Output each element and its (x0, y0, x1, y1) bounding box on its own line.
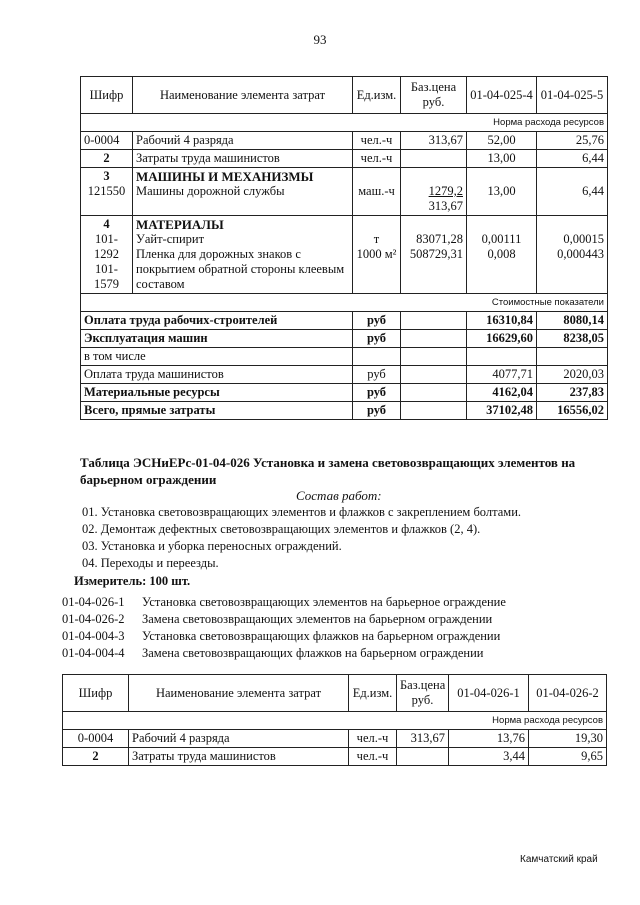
cell-price (401, 216, 467, 294)
cell-name (133, 168, 353, 216)
col-header-price: Баз.цена руб. (397, 675, 449, 712)
cost-name: Оплата труда рабочих-строителей (81, 312, 353, 330)
cell-price (401, 168, 467, 216)
cost-name: Всего, прямые затраты (81, 402, 353, 420)
material-price-1: 83071,28 (416, 232, 463, 246)
col-header-name: Наименование элемента затрат (129, 675, 349, 712)
cell-v2: 6,44 (537, 150, 608, 168)
cell-code (81, 216, 133, 294)
cost-label: Стоимостные показатели (81, 294, 608, 312)
work-item: 04. Переходы и переезды. (82, 556, 219, 570)
cost-v2: 8238,05 (537, 330, 608, 348)
section-machines-row (81, 168, 608, 216)
cost-v1: 16310,84 (467, 312, 537, 330)
cell-v2: 25,76 (537, 132, 608, 150)
item-text: Установка световозвращающих элементов на барьерное ограждение (142, 595, 506, 609)
cost-row (81, 330, 608, 348)
norm-label: Норма расхода ресурсов (81, 114, 608, 132)
resource-table-1 (80, 76, 608, 420)
material-v1-1: 0,00111 (481, 232, 522, 246)
section-title-line-2: барьерном ограждении (80, 472, 217, 487)
section-number: 3 (103, 169, 110, 183)
cell-price: 313,67 (397, 730, 449, 748)
cost-price (401, 402, 467, 420)
item-text: Установка световозвращающих флажков на барьерном ограждении (142, 629, 501, 643)
col-header-unit: Ед.изм. (353, 77, 401, 114)
col-header-v1: 01-04-026-1 (449, 675, 529, 712)
cost-unit (353, 348, 401, 366)
cell-name: Затраты труда машинистов (133, 150, 353, 168)
cell-name: Рабочий 4 разряда (129, 730, 349, 748)
cell-code: 0-0004 (81, 132, 133, 150)
cost-v1: 4077,71 (467, 366, 537, 384)
cost-v1: 4162,04 (467, 384, 537, 402)
cell-name (133, 216, 353, 294)
cost-price (401, 312, 467, 330)
cost-v1: 37102,48 (467, 402, 537, 420)
cost-v1 (467, 348, 537, 366)
machine-v2: 6,44 (582, 184, 604, 198)
cell-price: 313,67 (401, 132, 467, 150)
cell-unit (353, 216, 401, 294)
cost-v2: 16556,02 (537, 402, 608, 420)
cell-v2 (537, 168, 608, 216)
col-header-v1: 01-04-025-4 (467, 77, 537, 114)
col-header-v2: 01-04-025-5 (537, 77, 608, 114)
cost-unit: руб (353, 384, 401, 402)
material-v2-2: 0,000443 (557, 247, 604, 261)
work-item: 01. Установка световозвращающих элементов и флажков с закреплением болтами. (82, 505, 522, 519)
cost-unit: руб (353, 330, 401, 348)
cost-unit: руб (353, 402, 401, 420)
item-code: 01-04-004-4 (62, 646, 125, 660)
section-number: 4 (103, 217, 110, 231)
cost-row (81, 384, 608, 402)
cell-v1: 13,00 (467, 150, 537, 168)
cell-price (401, 150, 467, 168)
table-row (63, 748, 607, 766)
cost-label-row (81, 294, 608, 312)
table-header-row (81, 77, 608, 114)
machine-v1: 13,00 (487, 184, 516, 198)
col-header-unit: Ед.изм. (349, 675, 397, 712)
material-name-2: Пленка для дорожных знаков с покрытием обратной стороны клеевым составом (136, 247, 345, 291)
cost-name: в том числе (81, 348, 353, 366)
table-row (63, 730, 607, 748)
cell-name: Рабочий 4 разряда (133, 132, 353, 150)
cell-v2: 9,65 (529, 748, 607, 766)
cost-row (81, 312, 608, 330)
cost-name: Материальные ресурсы (81, 384, 353, 402)
cost-v2: 2020,03 (537, 366, 608, 384)
cell-v1 (467, 216, 537, 294)
cell-unit: чел.-ч (353, 150, 401, 168)
material-unit-1: т (373, 232, 380, 246)
machine-name: Машины дорожной службы (136, 184, 285, 198)
section-title: МАТЕРИАЛЫ (136, 217, 224, 232)
cost-price (401, 384, 467, 402)
resource-table-2 (62, 674, 607, 766)
material-name-1: Уайт-спирит (136, 232, 205, 246)
cell-unit: чел.-ч (353, 132, 401, 150)
col-header-name: Наименование элемента затрат (133, 77, 353, 114)
cell-code: 2 (81, 150, 133, 168)
item-code: 01-04-026-1 (62, 595, 125, 609)
cost-v2 (537, 348, 608, 366)
machine-price-2: 313,67 (428, 199, 463, 213)
col-header-code: Шифр (63, 675, 129, 712)
cell-v2 (537, 216, 608, 294)
cell-code (81, 168, 133, 216)
material-unit-2: 1000 м² (356, 247, 397, 261)
cost-v1: 16629,60 (467, 330, 537, 348)
cost-price (401, 348, 467, 366)
cost-price (401, 330, 467, 348)
item-text: Замена световозвращающих флажков на барьерном ограждении (142, 646, 484, 660)
table-header-row (63, 675, 607, 712)
cell-v1: 52,00 (467, 132, 537, 150)
cost-row (81, 366, 608, 384)
cell-code: 2 (63, 748, 129, 766)
table-row (81, 150, 608, 168)
cell-code: 0-0004 (63, 730, 129, 748)
cost-v2: 8080,14 (537, 312, 608, 330)
cell-name: Затраты труда машинистов (129, 748, 349, 766)
section-title-line-1: Таблица ЭСНиЕРс-01-04-026 Установка и замена световозвращающих элементов на (80, 455, 576, 470)
cell-v1 (467, 168, 537, 216)
cell-unit (353, 168, 401, 216)
section-title: МАШИНЫ И МЕХАНИЗМЫ (136, 169, 314, 184)
col-header-code: Шифр (81, 77, 133, 114)
cost-v2: 237,83 (537, 384, 608, 402)
table-row (81, 132, 608, 150)
material-price-2: 508729,31 (409, 247, 463, 261)
cell-v1: 3,44 (449, 748, 529, 766)
col-header-price: Баз.цена руб. (401, 77, 467, 114)
cell-price (397, 748, 449, 766)
meter-label: Измеритель: 100 шт. (74, 574, 191, 588)
material-v1-2: 0,008 (487, 247, 516, 261)
material-v2-1: 0,00015 (563, 232, 604, 246)
cost-row (81, 348, 608, 366)
norm-label-row (81, 114, 608, 132)
cost-name: Оплата труда машинистов (81, 366, 353, 384)
cell-unit: чел.-ч (349, 748, 397, 766)
cell-unit: чел.-ч (349, 730, 397, 748)
machine-code: 121550 (87, 184, 126, 198)
norm-label-row (63, 712, 607, 730)
footer-region: Камчатский край (520, 854, 598, 865)
machine-unit: маш.-ч (358, 184, 395, 198)
norm-label: Норма расхода ресурсов (63, 712, 607, 730)
machine-price-1: 1279,2 (428, 184, 463, 198)
material-code-1: 101-1292 (94, 232, 119, 261)
page-number: 93 (313, 32, 327, 47)
cell-v1: 13,76 (449, 730, 529, 748)
cost-name: Эксплуатация машин (81, 330, 353, 348)
works-title: Состав работ: (296, 488, 382, 503)
section-materials-row (81, 216, 608, 294)
cost-row (81, 402, 608, 420)
item-code: 01-04-004-3 (62, 629, 125, 643)
cost-unit: руб (353, 312, 401, 330)
cost-unit: руб (353, 366, 401, 384)
item-text: Замена световозвращающих элементов на барьерном ограждении (142, 612, 493, 626)
work-item: 02. Демонтаж дефектных световозвращающих элементов и флажков (2, 4). (82, 522, 481, 536)
material-code-2: 101-1579 (94, 262, 119, 291)
cell-v2: 19,30 (529, 730, 607, 748)
work-item: 03. Установка и уборка переносных ограждений. (82, 539, 342, 553)
cost-price (401, 366, 467, 384)
item-code: 01-04-026-2 (62, 612, 125, 626)
col-header-v2: 01-04-026-2 (529, 675, 607, 712)
